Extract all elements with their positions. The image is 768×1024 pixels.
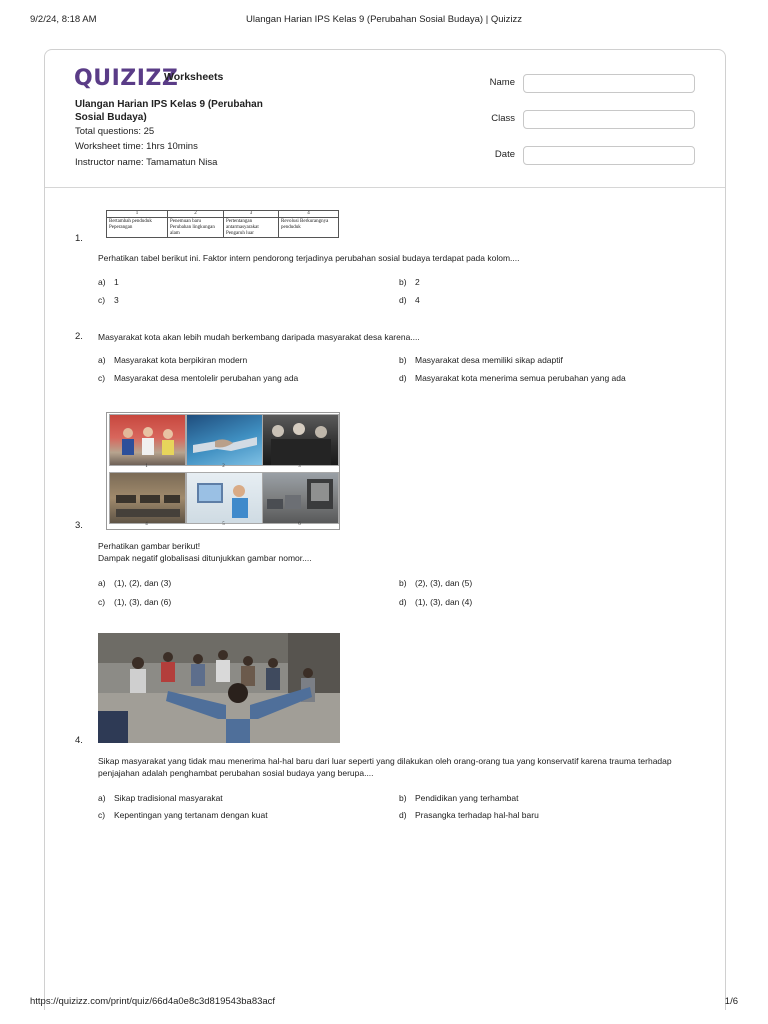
question-text: Perhatikan tabel berikut ini. Faktor intern pendorong terjadinya perubahan sosial budaya terdapat pada kolom....: [98, 253, 520, 263]
worksheet-header: [45, 50, 725, 188]
traffic-icon: [263, 473, 338, 523]
answer-option[interactable]: [399, 597, 472, 607]
total-questions: Total questions: 25: [75, 126, 155, 137]
print-datetime: 9/2/24, 8:18 AM: [30, 14, 97, 25]
answer-option[interactable]: [98, 277, 119, 287]
option-text: Masyarakat desa memiliki sikap adaptif: [415, 355, 563, 365]
print-footer: [30, 996, 738, 1010]
q3-photo-1: [109, 414, 186, 466]
answer-option[interactable]: [399, 355, 563, 365]
option-text: 3: [114, 295, 119, 305]
name-label: Name: [489, 77, 515, 88]
question-number: 2.: [75, 331, 83, 342]
option-text: Pendidikan yang terhambat: [415, 793, 519, 803]
q1-table-col-text: Bertambah penduduk Peperangan: [109, 219, 152, 230]
answer-option[interactable]: [399, 295, 420, 305]
quizizz-logo: QUIZIZZ: [74, 66, 179, 91]
option-letter: b): [399, 793, 407, 803]
option-text: (2), (3), dan (5): [415, 578, 473, 588]
q3-photo-2: [186, 414, 263, 466]
option-letter: c): [98, 810, 106, 820]
option-text: (1), (2), dan (3): [114, 578, 172, 588]
answer-option[interactable]: [98, 793, 223, 803]
date-label: Date: [494, 149, 515, 160]
q1-table-col: [279, 211, 338, 237]
option-text: 4: [415, 295, 420, 305]
option-text: Masyarakat desa mentolelir perubahan yang ada: [114, 373, 299, 383]
answer-option[interactable]: [98, 355, 247, 365]
q1-table: [106, 210, 339, 238]
q1-table-col-header: 2: [168, 211, 223, 218]
option-text: 2: [415, 277, 420, 287]
answer-option[interactable]: [98, 578, 171, 588]
q3-grid-label: 1: [145, 464, 148, 469]
question-text-line-1: Perhatikan gambar berikut!: [98, 541, 201, 551]
quiz-title: [75, 98, 295, 124]
option-letter: d): [399, 597, 407, 607]
people-icon: [110, 415, 185, 465]
class-field[interactable]: [523, 110, 695, 129]
answer-option[interactable]: [399, 373, 626, 383]
q1-table-col-text: Pertentangan antarmasyarakat Pengaruh luar: [226, 219, 259, 236]
quiz-title-line-1: Ulangan Harian IPS Kelas 9 (Perubahan: [75, 99, 263, 110]
name-field[interactable]: [523, 74, 695, 93]
option-text: Sikap tradisional masyarakat: [114, 793, 223, 803]
q3-grid-label: 3: [298, 464, 301, 469]
option-letter: c): [98, 597, 106, 607]
option-letter: b): [399, 355, 407, 365]
question-number: 3.: [75, 520, 83, 531]
question-text: Sikap masyarakat yang tidak mau menerima hal-hal baru dari luar seperti yang dilakukan oleh orang-orang tua yang konservatif karena trauma terhadap penjajahan adalah penghambat perubahan sosial budaya yang berupa....: [98, 756, 672, 778]
option-text: Prasangka terhadap hal-hal baru: [415, 810, 539, 820]
print-url[interactable]: https://quizizz.com/print/quiz/66d4a0e8c3d819543ba83acf: [30, 996, 276, 1007]
q3-grid-label: 4: [145, 522, 148, 527]
worksheet-time: Worksheet time: 1hrs 10mins: [75, 141, 198, 152]
brand: [74, 66, 224, 91]
answer-option[interactable]: [98, 295, 119, 305]
q3-photo-4: [109, 472, 186, 524]
q4-photo: [98, 633, 340, 743]
instructor-name: Instructor name: Tamamatun Nisa: [75, 157, 218, 168]
q3-image-grid: [106, 412, 340, 530]
option-letter: c): [98, 295, 106, 305]
q1-table-col-text: Penemuan baru Perubahan lingkungan alam: [170, 219, 215, 236]
option-letter: a): [98, 578, 106, 588]
q1-table-col-header: 3: [224, 211, 278, 218]
question-text: Masyarakat kota akan lebih mudah berkembang daripada masyarakat desa karena....: [98, 332, 420, 342]
option-letter: a): [98, 355, 106, 365]
page-number: 1/6: [724, 996, 738, 1007]
answer-option[interactable]: [399, 578, 472, 588]
q3-grid-label: 2: [222, 464, 225, 469]
option-text: (1), (3), dan (6): [114, 597, 172, 607]
computer-icon: [187, 473, 262, 523]
q3-photo-3: [262, 414, 339, 466]
option-text: (1), (3), dan (4): [415, 597, 473, 607]
q1-table-col-text: Revolusi Berkurangnya penduduk: [281, 219, 329, 230]
answer-option[interactable]: [98, 373, 298, 383]
crowd-icon: [263, 415, 338, 465]
answer-option[interactable]: [399, 810, 539, 820]
quiz-title-line-2: Sosial Budaya): [75, 112, 147, 123]
q3-grid-label: 5: [222, 522, 225, 527]
option-letter: a): [98, 793, 106, 803]
date-field[interactable]: [523, 146, 695, 165]
option-text: Masyarakat kota menerima semua perubahan yang ada: [415, 373, 626, 383]
question-number: 4.: [75, 735, 83, 746]
q1-table-col-header: 4: [279, 211, 338, 218]
class-label: Class: [491, 113, 515, 124]
option-letter: c): [98, 373, 106, 383]
q1-table-col: [168, 211, 224, 237]
question-text: [98, 540, 678, 564]
q3-grid-label: 6: [298, 522, 301, 527]
worksheets-label: Worksheets: [164, 71, 224, 83]
option-letter: b): [399, 578, 407, 588]
worksheet: [44, 49, 726, 1010]
option-text: Masyarakat kota berpikiran modern: [114, 355, 248, 365]
answer-option[interactable]: [98, 597, 171, 607]
riot-scene-image: [98, 633, 340, 743]
question-text-line-2: Dampak negatif globalisasi ditunjukkan gambar nomor....: [98, 553, 312, 563]
option-letter: d): [399, 810, 407, 820]
classroom-icon: [110, 473, 185, 523]
answer-option[interactable]: [399, 277, 420, 287]
q1-table-col: [224, 211, 279, 237]
option-letter: b): [399, 277, 407, 287]
option-letter: d): [399, 295, 407, 305]
option-letter: a): [98, 277, 106, 287]
option-letter: d): [399, 373, 407, 383]
option-text: 1: [114, 277, 119, 287]
q1-table-col-header: 1: [107, 211, 167, 218]
answer-option[interactable]: [399, 793, 519, 803]
q3-photo-6: [262, 472, 339, 524]
q3-photo-5: [186, 472, 263, 524]
handshake-icon: [187, 415, 262, 465]
answer-option[interactable]: [98, 810, 268, 820]
q1-table-col: [107, 211, 168, 237]
print-header: [30, 14, 738, 28]
print-doc-title: Ulangan Harian IPS Kelas 9 (Perubahan Sosial Budaya) | Quizizz: [245, 14, 522, 25]
question-number: 1.: [75, 233, 83, 244]
option-text: Kepentingan yang tertanam dengan kuat: [114, 810, 268, 820]
